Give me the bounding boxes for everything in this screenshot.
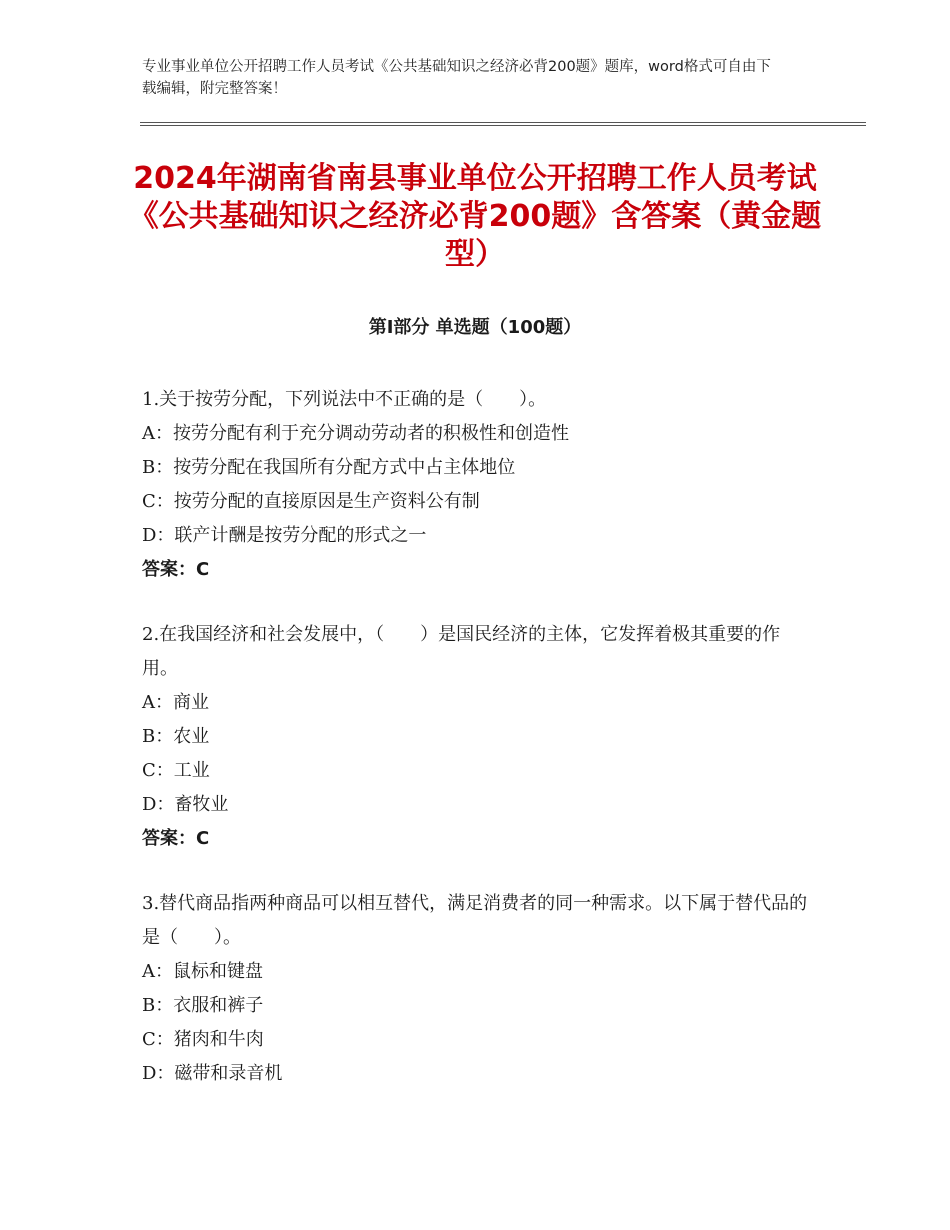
header-rule-secondary [140,125,866,126]
question-3 [142,887,812,1091]
option-b: B：按劳分配在我国所有分配方式中占主体地位 [142,457,516,478]
answer: 答案：C [142,559,210,580]
answer: 答案：C [142,828,210,849]
question-text: 3.替代商品指两种商品可以相互替代，满足消费者的同一种需求。以下属于替代品的是（ ）。 [142,893,808,948]
option-a: A：商业 [142,692,209,713]
option-b: B：衣服和裤子 [142,995,264,1016]
option-d: D：磁带和录音机 [142,1063,283,1084]
section-title: 第Ⅰ部分 单选题（100题） [368,317,582,338]
header-rule [140,122,866,123]
option-c: C：猪肉和牛肉 [142,1029,264,1050]
option-a: A：鼠标和键盘 [142,961,263,982]
question-text: 2.在我国经济和社会发展中，（ ）是国民经济的主体，它发挥着极其重要的作用。 [142,624,781,679]
header-note: 专业事业单位公开招聘工作人员考试《公共基础知识之经济必背200题》题库，word格式可自由下载编辑，附完整答案！ [142,59,771,97]
question-list [142,383,812,1122]
question-1 [142,383,812,587]
option-d: D：联产计酬是按劳分配的形式之一 [142,525,427,546]
option-c: C：按劳分配的直接原因是生产资料公有制 [142,491,480,512]
option-d: D：畜牧业 [142,794,229,815]
option-c: C：工业 [142,760,210,781]
question-2 [142,618,812,856]
option-a: A：按劳分配有利于充分调动劳动者的积极性和创造性 [142,423,569,444]
option-b: B：农业 [142,726,210,747]
document-title: 2024年湖南省南县事业单位公开招聘工作人员考试《公共基础知识之经济必背200题》含答案（黄金题型） [128,161,822,272]
question-text: 1.关于按劳分配，下列说法中不正确的是（ ）。 [142,389,547,410]
